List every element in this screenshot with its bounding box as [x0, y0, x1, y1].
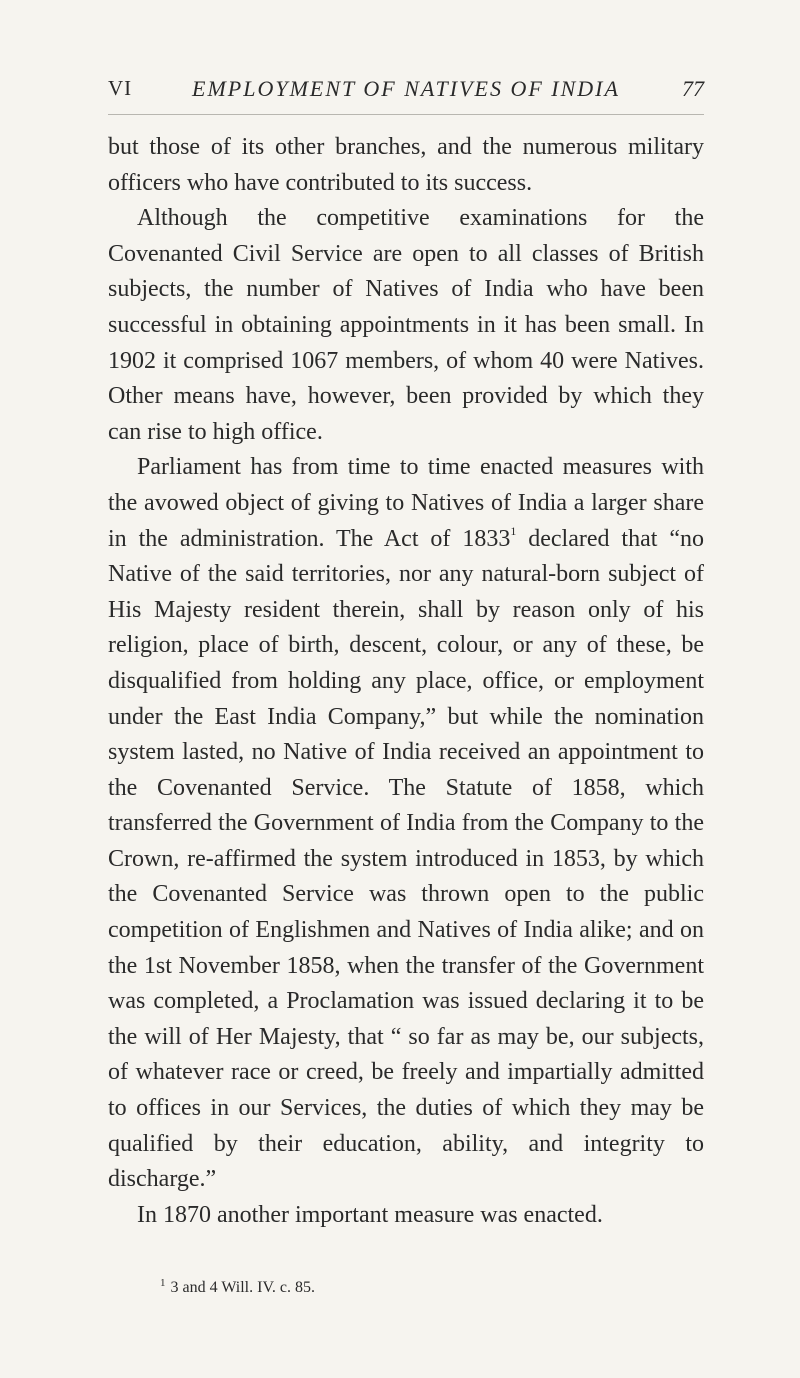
footnote-mark: 1 — [160, 1277, 166, 1289]
body-text — [108, 130, 704, 1233]
page-number: 77 — [682, 76, 704, 101]
paragraph-continued: but those of its other branches, and the numerous military officers who have contributed to its success. — [108, 134, 704, 196]
running-title: EMPLOYMENT OF NATIVES OF INDIA — [192, 76, 620, 101]
paragraph-parliament-text-b: declared that “no Native of the said territories, nor any natural-born subject of His Majesty resident therein, shall by reason only of his religion, place of birth, descent, colour, or any of these, be disqualified from holding any place, office, or employment under the East India Company,” but while the nomination system lasted, no Native of India received an appointment to the Covenanted Service. The Statute of 1858, which transferred the Government of India from the Company to the Crown, re-affirmed the system introduced in 1853, by which the Covenanted Service was thrown open to the public competition of Englishmen and Natives of India alike; and on the 1st November 1858, when the transfer of the Government was completed, a Proclamation was issued declaring it to be the will of Her Majesty, that “ so far as may be, our subjects, of whatever race or creed, be freely and impartially admitted to offices in our Services, the duties of which they may be qualified by their education, ability, and integrity to discharge.” — [108, 525, 704, 1193]
footnote — [160, 1272, 704, 1299]
paragraph-competitive-examinations: Although the competitive examinations for the Covenanted Civil Service are open to all classes of British subjects, the number of Natives of India who have been successful in obtaining appointments in it has been small. In 1902 it comprised 1067 members, of whom 40 were Natives. Other means have, however, been provided by which they can rise to high office. — [108, 205, 704, 445]
paragraph-1870: In 1870 another important measure was enacted. — [137, 1201, 603, 1228]
footnote-reference: 1 — [510, 523, 517, 538]
running-header — [108, 76, 704, 110]
paragraph-parliament-text-a: Parliament has from time to time enacted measures with the avowed object of giving to Natives of India a larger share in the administration. The Act of 1833 — [108, 454, 704, 552]
header-rule — [108, 114, 704, 115]
footnote-text: 3 and 4 Will. IV. c. 85. — [170, 1279, 316, 1296]
chapter-number: VI — [108, 76, 133, 100]
paragraph-parliament — [108, 450, 704, 1197]
